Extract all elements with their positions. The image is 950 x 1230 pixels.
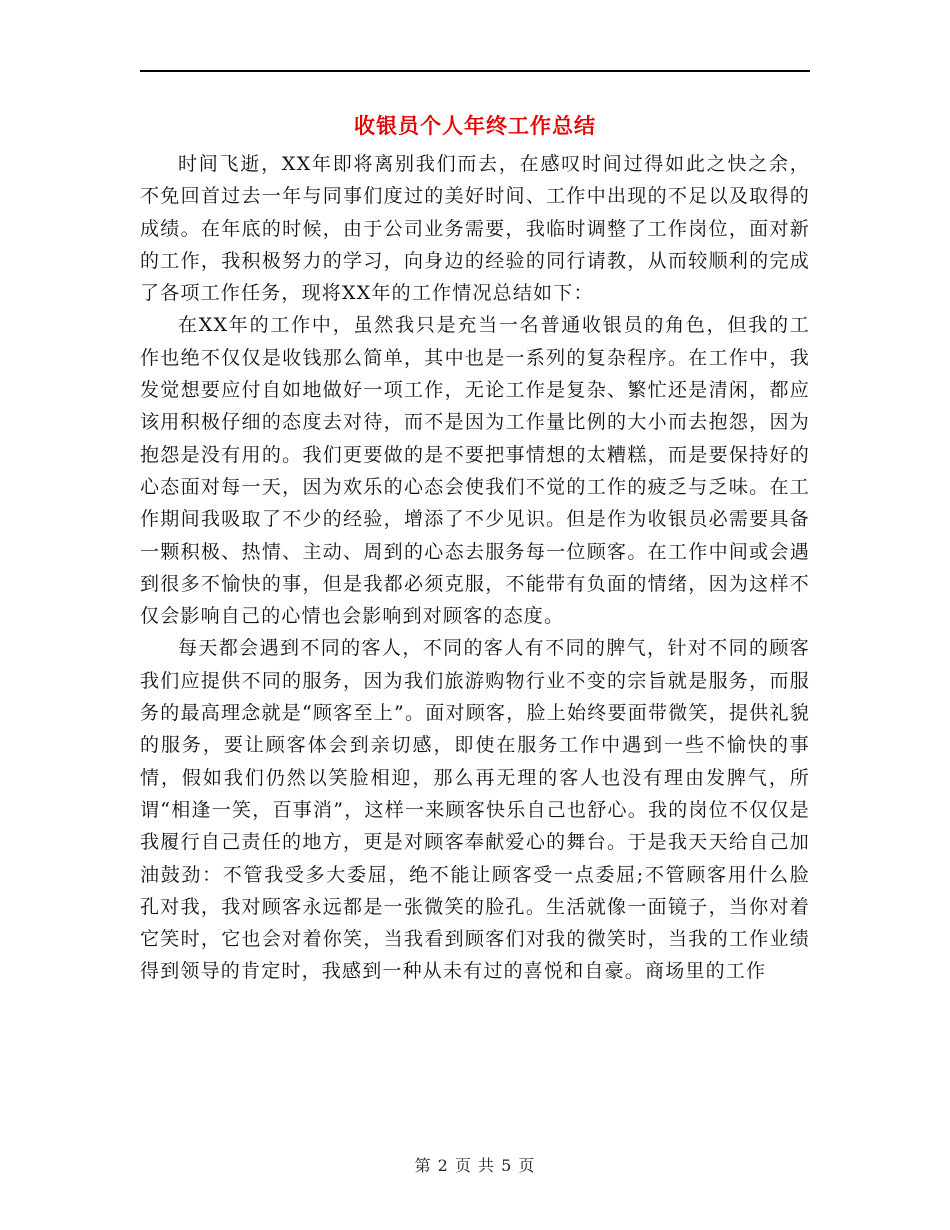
paragraph-1: 时间飞逝，XX年即将离别我们而去，在感叹时间过得如此之快之余，不免回首过去一年与同事们度过的美好时间、工作中出现的不足以及取得的成绩。在年底的时候，由于公司业务需要，我临时调整了工作岗位，面对新的工作，我积极努力的学习，向身边的经验的同行请教，从而较顺利的完成了各项工作任务，现将XX年的工作情况总结如下： bbox=[140, 153, 810, 305]
paragraph-3: 每天都会遇到不同的客人，不同的客人有不同的脾气，针对不同的顾客我们应提供不同的服务，因为我们旅游购物行业不变的宗旨就是服务，而服务的最高理念就是“顾客至上”。面对顾客，脸上始终要面带微笑，提供礼貌的服务，要让顾客体会到亲切感，即使在服务工作中遇到一些不愉快的事情，假如我们仍然以笑脸相迎，那么再无理的客人也没有理由发脾气，所谓“相逢一笑，百事消”，这样一来顾客快乐自己也舒心。我的岗位不仅仅是我履行自己责任的地方，更是对顾客奉献爱心的舞台。于是我天天给自己加油鼓劲：不管我受多大委屈，绝不能让顾客受一点委屈;不管顾客用什么脸孔对我，我对顾客永远都是一张微笑的脸孔。生活就像一面镜子，当你对着它笑时，它也会对着你笑，当我看到顾客们对我的微笑时，当我的工作业绩得到领导的肯定时，我感到一种从未有过的喜悦和自豪。商场里的工作 bbox=[140, 637, 810, 983]
document-body bbox=[140, 148, 810, 988]
paragraph-2: 在XX年的工作中，虽然我只是充当一名普通收银员的角色，但我的工作也绝不仅仅是收钱那么简单，其中也是一系列的复杂程序。在工作中，我发觉想要应付自如地做好一项工作，无论工作是复杂、繁忙还是清闲，都应该用积极仔细的态度去对待，而不是因为工作量比例的大小而去抱怨，因为抱怨是没有用的。我们更要做的是不要把事情想的太糟糕，而是要保持好的心态面对每一天，因为欢乐的心态会使我们不觉的工作的疲乏与乏味。在工作期间我吸取了不少的经验，增添了不少见识。但是作为收银员必需要具备一颗积极、热情、主动、周到的心态去服务每一位顾客。在工作中间或会遇到很多不愉快的事，但是我都必须克服，不能带有负面的情绪，因为这样不仅会影响自己的心情也会影响到对顾客的态度。 bbox=[140, 314, 810, 628]
document-title: 收银员个人年终工作总结 bbox=[354, 113, 596, 138]
header-rule bbox=[140, 70, 810, 72]
page-number-footer: 第 2 页 共 5 页 bbox=[414, 1156, 536, 1175]
